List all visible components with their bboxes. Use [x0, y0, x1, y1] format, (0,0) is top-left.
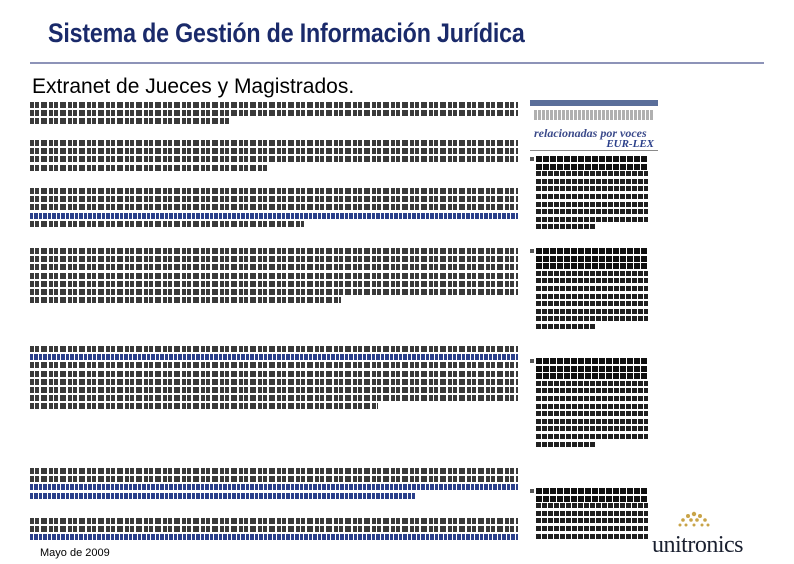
- sidebar-entry-text-line[interactable]: [536, 488, 648, 494]
- unitronics-logo-mark-icon: [674, 510, 714, 534]
- document-text-line: [30, 221, 304, 227]
- document-text-line: [30, 140, 518, 146]
- document-text-line: [30, 534, 518, 540]
- sidebar-header-bar: [530, 100, 658, 106]
- sidebar-entry-text-line: [536, 294, 648, 299]
- sidebar-entry-text-line: [536, 419, 648, 424]
- related-by-keywords-label[interactable]: relacionadas por voces: [534, 126, 647, 140]
- sidebar-entry-text-line: [536, 316, 648, 321]
- document-text-line: [30, 196, 518, 202]
- sidebar-entry-text-line: [536, 426, 648, 431]
- sidebar-entry-text-line: [536, 434, 648, 439]
- sidebar-link[interactable]: [534, 110, 654, 120]
- sidebar-entry-text-line[interactable]: [536, 373, 648, 379]
- sidebar-entry-bullet-icon: [530, 359, 534, 363]
- document-text-line: [30, 403, 378, 409]
- sidebar-entry-text-line: [536, 171, 648, 176]
- sidebar-entry-text-line: [536, 202, 648, 207]
- sidebar-entry-text-line: [536, 534, 648, 539]
- document-text-line: [30, 110, 518, 116]
- sidebar-entry-text-line[interactable]: [536, 496, 648, 502]
- document-text-line: [30, 102, 518, 108]
- slide-subtitle: Extranet de Jueces y Magistrados.: [32, 75, 355, 98]
- sidebar-entry-text-line: [536, 511, 648, 516]
- sidebar-entry-text-line: [536, 224, 596, 229]
- document-text-line: [30, 526, 518, 532]
- document-text-line: [30, 273, 518, 279]
- sidebar-entry-text-line: [536, 194, 648, 199]
- eurlex-label: EUR-LEX: [606, 138, 654, 150]
- slide-date: Mayo de 2009: [40, 547, 110, 559]
- document-body: [24, 98, 528, 545]
- sidebar-entry-text-line: [536, 217, 648, 222]
- sidebar-entry-text-line: [536, 286, 648, 291]
- sidebar-entry-bullet-icon: [530, 157, 534, 161]
- document-text-line: [30, 362, 518, 368]
- sidebar-entry-text-line: [536, 442, 596, 447]
- sidebar-entry-text-line: [536, 179, 648, 184]
- document-text-line: [30, 256, 518, 262]
- title-divider: [30, 62, 764, 64]
- sidebar-entry-text-line[interactable]: [536, 164, 648, 170]
- document-text-line: [30, 204, 518, 210]
- document-screenshot: [24, 98, 786, 545]
- sidebar-entry-text-line: [536, 526, 648, 531]
- sidebar-entry-text-line: [536, 518, 648, 523]
- sidebar-entry-text-line: [536, 186, 648, 191]
- sidebar-entry-text-line: [536, 324, 596, 329]
- slide-title: Sistema de Gestión de Información Jurídica: [48, 18, 525, 48]
- sidebar-entry-text-line: [536, 396, 648, 401]
- document-text-line: [30, 248, 518, 254]
- document-text-line: [30, 165, 267, 171]
- document-text-line: [30, 289, 518, 295]
- sidebar-entry-text-line: [536, 503, 648, 508]
- sidebar-entry-text-line: [536, 388, 648, 393]
- sidebar-entry-bullet-icon: [530, 489, 534, 493]
- document-text-line: [30, 484, 518, 490]
- document-text-line: [30, 387, 518, 393]
- sidebar-entry-text-line: [536, 381, 648, 386]
- document-text-line: [30, 281, 518, 287]
- sidebar-entry-text-line[interactable]: [536, 248, 648, 254]
- document-text-line: [30, 148, 518, 154]
- sidebar-entry-text-line: [536, 278, 648, 283]
- related-documents-sidebar: [530, 98, 658, 545]
- sidebar-entry-bullet-icon: [530, 249, 534, 253]
- sidebar-entry-text-line: [536, 404, 648, 409]
- sidebar-entry-text-line[interactable]: [536, 366, 648, 372]
- sidebar-entry-text-line: [536, 301, 648, 306]
- unitronics-logo: [652, 510, 786, 560]
- sidebar-divider: [530, 150, 658, 151]
- document-text-line: [30, 213, 518, 219]
- sidebar-entry-text-line: [536, 309, 648, 314]
- sidebar-entry-text-line[interactable]: [536, 256, 648, 262]
- document-text-line: [30, 354, 518, 360]
- unitronics-wordmark: unitronics: [652, 532, 743, 558]
- sidebar-entry-text-line: [536, 209, 648, 214]
- sidebar-entry-text-line: [536, 271, 648, 276]
- document-text-line: [30, 118, 230, 124]
- sidebar-entry-text-line[interactable]: [536, 358, 648, 364]
- document-text-line: [30, 264, 518, 270]
- document-text-line: [30, 379, 518, 385]
- document-text-line: [30, 297, 341, 303]
- document-text-line: [30, 346, 518, 352]
- document-text-line: [30, 518, 518, 524]
- sidebar-entry-text-line[interactable]: [536, 156, 648, 162]
- document-text-line: [30, 156, 518, 162]
- sidebar-entry-text-line[interactable]: [536, 263, 648, 269]
- document-text-line: [30, 371, 518, 377]
- document-text-line: [30, 468, 518, 474]
- document-text-line: [30, 188, 518, 194]
- document-text-line: [30, 476, 518, 482]
- document-text-line: [30, 493, 415, 499]
- sidebar-entry-text-line: [536, 411, 648, 416]
- document-text-line: [30, 395, 518, 401]
